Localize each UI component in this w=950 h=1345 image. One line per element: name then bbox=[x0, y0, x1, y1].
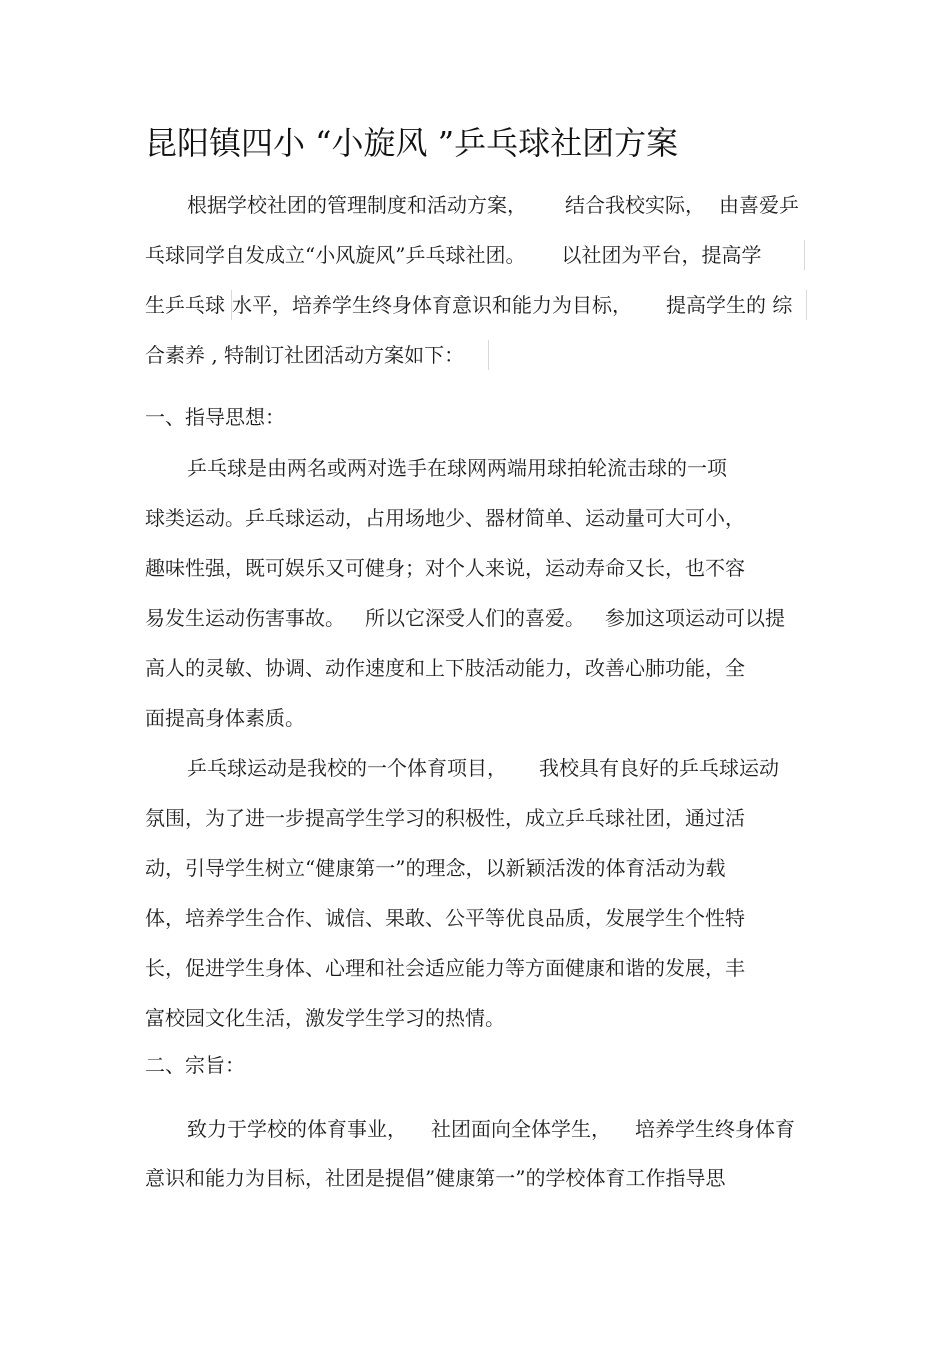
section-1-para-2-line-6: 富校园文化生活，激发学生学习的热情。 bbox=[145, 1006, 505, 1030]
section-2-para-1-line-2: 意识和能力为目标，社团是提倡”健康第一”的学校体育工作指导思 bbox=[145, 1166, 726, 1190]
scan-mark bbox=[488, 340, 489, 370]
section-2-para-1-line-1-part-3: 培养学生终身体育 bbox=[635, 1117, 795, 1141]
section-1-para-2-line-4: 体，培养学生合作、诚信、果敢、公平等优良品质，发展学生个性特 bbox=[145, 906, 745, 930]
intro-line-1-part-1: 根据学校社团的管理制度和活动方案， bbox=[187, 193, 527, 217]
section-2-para-1-line-1 bbox=[187, 1114, 795, 1144]
section-2-para-1-line-1-part-2: 社团面向全体学生， bbox=[431, 1117, 611, 1141]
intro-line-3-part-2: 水平，培养学生终身体育意识和能力为目标， bbox=[232, 293, 632, 317]
section-1-para-1-line-2: 球类运动。乒乓球运动，占用场地少、器材简单、运动量可大可小， bbox=[145, 506, 745, 530]
intro-line-2-part-1: 乓球同学自发成立“小风旋风”乒乓球社团。 bbox=[145, 243, 526, 267]
section-1-para-2-line-5: 长，促进学生身体、心理和社会适应能力等方面健康和谐的发展，丰 bbox=[145, 956, 745, 980]
section-1-para-2-line-2: 氛围，为了进一步提高学生学习的积极性，成立乒乓球社团，通过活 bbox=[145, 806, 745, 830]
section-1-para-2-line-3: 动，引导学生树立“健康第一”的理念，以新颖活泼的体育活动为载 bbox=[145, 856, 726, 880]
intro-line-4 bbox=[145, 340, 464, 370]
section-1-para-1-line-6: 面提高身体素质。 bbox=[145, 706, 305, 730]
intro-line-2 bbox=[145, 240, 761, 270]
section-2-heading: 二、宗旨： bbox=[145, 1053, 245, 1077]
section-1-para-2-line-1-part-1: 乒乓球运动是我校的一个体育项目， bbox=[187, 756, 507, 780]
intro-line-4-part-1: 合素养 , 特制订社团活动方案如下： bbox=[145, 343, 465, 367]
scan-mark bbox=[804, 240, 805, 270]
intro-line-3-part-1: 生乒乓球 bbox=[145, 293, 225, 317]
section-1-para-2-line-1 bbox=[187, 753, 779, 783]
intro-line-2-part-2: 以社团为平台，提高学 bbox=[561, 243, 762, 267]
scan-mark bbox=[806, 290, 807, 320]
section-2-para-1-line-1-part-1: 致力于学校的体育事业， bbox=[187, 1117, 407, 1141]
section-1-para-1-line-5: 高人的灵敏、协调、动作速度和上下肢活动能力，改善心肺功能，全 bbox=[145, 656, 745, 680]
intro-line-1-part-2: 结合我校实际， bbox=[565, 193, 705, 217]
scan-mark bbox=[231, 290, 232, 320]
intro-line-3 bbox=[145, 290, 792, 320]
intro-line-1-part-3: 由喜爱乒 bbox=[719, 193, 799, 217]
section-1-para-1-line-4-part-1: 易发生运动伤害事故。 bbox=[145, 606, 345, 630]
section-1-para-2-line-1-part-2: 我校具有良好的乒乓球运动 bbox=[539, 756, 779, 780]
document-title: 昆阳镇四小 “小旋风 ”乒乓球社团方案 bbox=[145, 124, 679, 162]
section-1-para-1-line-4 bbox=[145, 603, 785, 633]
section-1-para-1-line-3: 趣味性强，既可娱乐又可健身；对个人来说，运动寿命又长，也不容 bbox=[145, 556, 745, 580]
intro-line-3-part-3: 提高学生的 综 bbox=[666, 293, 793, 317]
section-1-para-1-line-4-part-2: 所以它深受人们的喜爱。 bbox=[365, 606, 585, 630]
section-1-heading: 一、指导思想： bbox=[145, 405, 285, 429]
section-1-para-1-line-4-part-3: 参加这项运动可以提 bbox=[605, 606, 785, 630]
intro-line-1 bbox=[187, 190, 799, 220]
section-1-para-1-line-1: 乒乓球是由两名或两对选手在球网两端用球拍轮流击球的一项 bbox=[187, 456, 727, 480]
